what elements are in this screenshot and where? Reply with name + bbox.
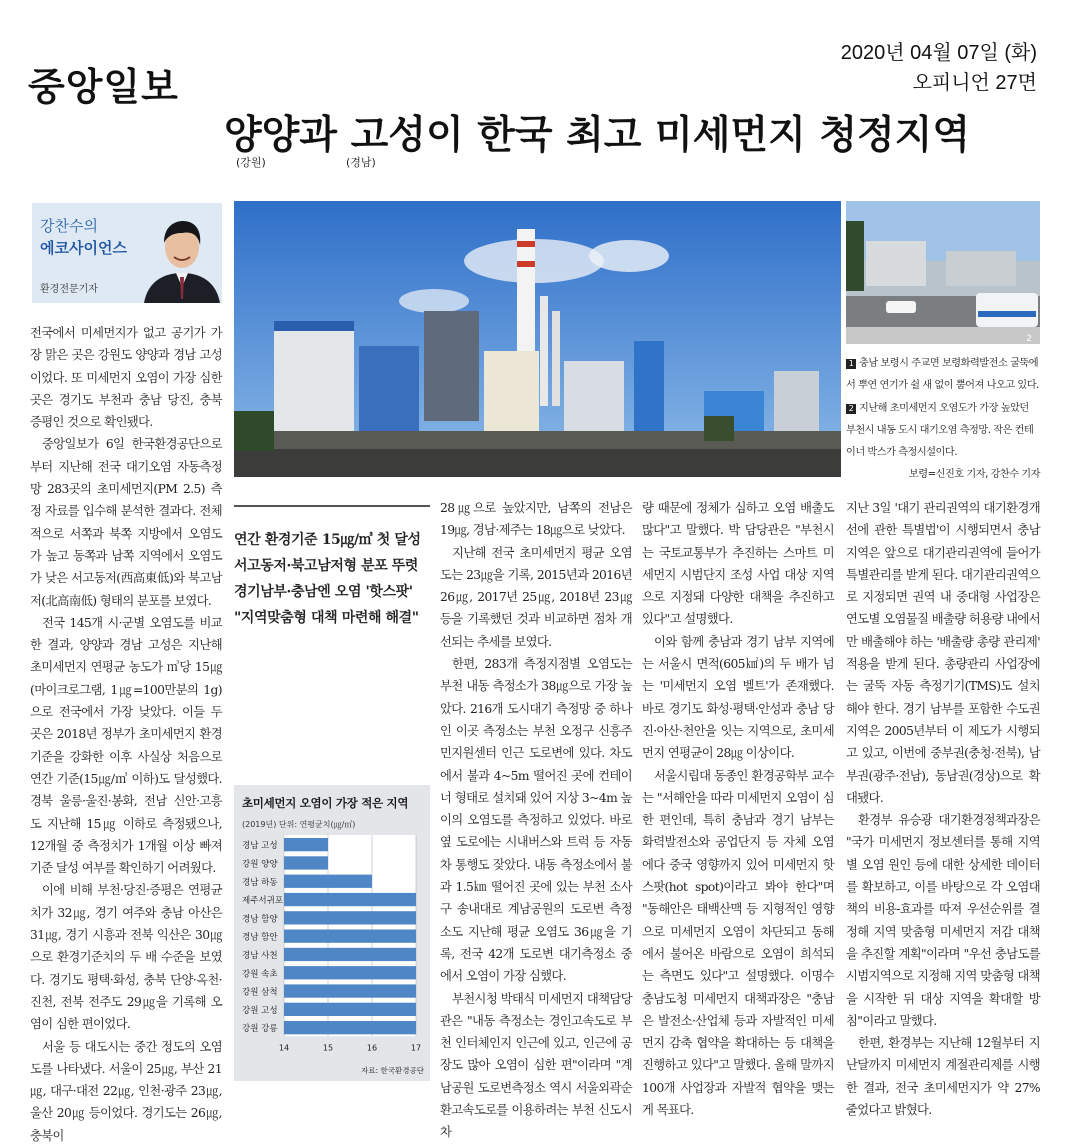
headline-note-2: (경남) <box>346 156 376 169</box>
issue-info <box>841 38 1037 98</box>
caption-line-1: 충남 보령시 주교면 보령화력발전소 굴뚝에서 뿌연 연기가 쉴 새 없이 뿜어져 나오고 있다. <box>846 358 1039 392</box>
chart-bar <box>284 948 416 961</box>
paragraph: 이에 비해 부천·당진·증평은 연평균치가 32㎍, 경기 여주와 충남 아산은 31㎍, 경기 시흥과 전북 익산은 30㎍으로 환경기준치의 두 배 수준을 보였다. 경기도 평택·화성, 충북 단양·옥천·진천, 전북 전주도 29㎍을 기록해 오염이 심한 편이었다. <box>30 883 222 1032</box>
x-tick-label: 14 <box>278 1043 290 1053</box>
paragraph: 이와 함께 충남과 경기 남부 지역에는 서울시 면적(605㎢)의 두 배가 넘는 '미세먼지 오염 벨트'가 존재했다. 바로 경기도 화성·평택·안성과 충남 당진·아산·천안을 잇는 지역으로, 초미세먼지 연평균이 28㎍ 이상이다. <box>642 634 834 761</box>
main-photo-power-plant <box>234 201 841 477</box>
paragraph: 부천시청 박태식 미세먼지 대책담당관은 "내동 측정소는 경인고속도로 부천 인터체인지 인근에 있고, 인근에 공장도 많아 오염이 심한 편"이라며 "계남공원 도로변측정소 역시 서울외곽순환고속도로를 이용하려는 부천 신도시 차 <box>440 991 632 1140</box>
headline: 양양과 고성이 한국 최고 미세먼지 청정지역 <box>224 112 971 158</box>
chart-bar <box>284 838 328 851</box>
caption-number-1: 1 <box>846 359 856 369</box>
paragraph: 중앙일보가 6일 한국환경공단으로부터 지난해 전국 대기오염 자동측정망 283곳의 초미세먼지(PM 2.5) 측정 자료를 입수해 분석한 결과다. 전체적으로 서쪽과 북쪽 지방에서 오염도가 높고 동쪽과 남쪽 지역에서 오염도가 낮은 서고동저(西高東低)와 북고남저(北高南低) 형태의 분포를 보였다. <box>30 437 222 608</box>
category-label: 강원 속초 <box>242 969 278 980</box>
chart-title: 초미세먼지 오염이 가장 적은 지역 <box>242 796 409 810</box>
category-label: 경남 함양 <box>242 914 278 925</box>
subheadline-line: 서고동저·북고남저형 분포 뚜렷 <box>234 558 419 574</box>
category-label: 강원 강릉 <box>242 1024 278 1035</box>
paragraph: 한편, 환경부는 지난해 12월부터 지난달까지 미세먼지 계절관리제를 시행한 결과, 전국 초미세먼지가 약 27% 줄었다고 밝혔다. <box>846 1036 1040 1118</box>
article-column-2 <box>440 497 632 1144</box>
paragraph: 서울시립대 동종인 환경공학부 교수는 "서해안을 따라 미세먼지 오염이 심한 편인데, 특히 충남과 경기 남부는 화력발전소와 공업단지 등 자체 오염에다 중국 영향까지 있어 미세먼지 핫스팟(hot spot)이라고 봐야 한다"며 "동해안은 태백산맥 등 지형적인 영향으로 미세먼지 오염이 차단되고 동해에서 불어온 바람으로 오염이 희석되는 측면도 있다"고 설명했다. 이명수 충남도청 미세먼지 대책과장은 "충남은 발전소·산업체 등과 자발적인 미세먼지 감축 협약을 확대하는 등 대책을 진행하고 있다"고 말했다. 올해 말까지 100개 사업장과 자발적 협약을 맺는 게 목표다. <box>642 768 834 1118</box>
column-name: 에코사이언스 <box>40 239 127 257</box>
subheadline-line: 경기남부·충남엔 오염 '핫스팟' <box>234 584 413 600</box>
paragraph: 지난해 전국 초미세먼지 평균 오염도는 23㎍을 기록, 2015년과 2016년 26㎍, 2017년 25㎍, 2018년 23㎍ 등을 기록했던 것과 비교하면 점차 개선되는 추세를 보였다. <box>440 545 632 649</box>
chart-bar <box>284 875 372 888</box>
chart-bar <box>284 856 328 869</box>
issue-date: 2020년 04월 07일 (화) <box>840 42 1037 64</box>
chart-bar <box>284 1021 416 1034</box>
paragraph: 환경부 유승광 대기환경정책과장은 "국가 미세먼지 정보센터를 통해 지역별 오염 원인 등에 대한 상세한 데이터를 확보하고, 이를 바탕으로 각 오염대책의 비용-효과를 따져 우선순위를 결정해 지역 맞춤형 미세먼지 저감 대책을 추진할 계획"이라며 "우선 충남도를 시범지역으로 지정해 지역 맞춤형 대책을 시작한 뒤 대상 지역을 확대할 방침"이라고 말했다. <box>846 813 1040 1028</box>
paragraph: 한편, 283개 측정지점별 오염도는 부천 내동 측정소가 38㎍으로 가장 높았다. 216개 도시대기 측정망 중 하나인 이곳 측정소는 부천 오정구 신흥주민지원센터 인근 도로변에 있다. 차도에서 불과 4~5m 떨어진 곳에 컨테이너 형태로 설치돼 있어 지상 3~4m 높이의 오염도를 측정하고 있었다. 바로 옆 도로에는 시내버스와 트럭 등 자동차 통행도 잦았다. 내동 측정소에서 불과 1.5㎞ 떨어진 곳에 있는 부천 소사구 송내대로 계남공원의 도로변 측정소도 지난해 평균 오염도 36㎍을 기록, 전국 42개 도로변 대기측정소 중에서 오염이 가장 심했다. <box>440 657 632 984</box>
article-column-4 <box>846 497 1040 1121</box>
paragraph: 전국에서 미세먼지가 없고 공기가 가장 맑은 곳은 강원도 양양과 경남 고성이었다. 또 미세먼지 오염이 가장 심한 곳은 경기도 부천과 충남 당진, 충북 증평인 것으로 확인됐다. <box>30 326 222 430</box>
x-tick-label: 15 <box>322 1043 334 1053</box>
category-label: 경남 사천 <box>242 950 278 961</box>
paragraph: 28㎍으로 높았지만, 남쪽의 전남은 19㎍, 경남·제주는 18㎍으로 낮았다. <box>440 501 632 538</box>
photo-credit: 보령=신진호 기자, 강찬수 기자 <box>908 469 1040 481</box>
chart-bar <box>284 966 416 979</box>
subheadline-box <box>234 505 430 631</box>
category-label: 강원 삼척 <box>242 987 278 998</box>
side-photo-monitoring-station <box>846 201 1040 344</box>
paragraph: 지난 3일 '대기 관리권역의 대기환경개선에 관한 특별법'이 시행되면서 충남지역은 앞으로 대기관리권역에 들어가 특별관리를 받게 된다. 대기관리권역으로 지정되면 권역 내 중대형 사업장은 연도별 오염물질 배출량 허용량 내에서만 배출해야 하는 '배출량 총량 관리제' 적용을 받게 된다. 총량관리 사업장에는 굴뚝 자동 측정기기(TMS)도 설치해야 한다. 경기 남부를 포함한 수도권 지역은 2005년부터 이 제도가 시행되고 있고, 이번에 중부권(충청·전북), 남부권(광주·전남), 동남권(경상)으로 확대됐다. <box>846 501 1040 805</box>
category-label: 강원 양양 <box>242 859 278 870</box>
chart-unit: (2019년) 단위: 연평균치(㎍/㎥) <box>242 820 356 829</box>
photo-caption <box>846 353 1040 487</box>
category-label: 제주서귀포 <box>242 896 284 907</box>
chart-bar <box>284 911 416 924</box>
paragraph: 량 때문에 정체가 심하고 오염 배출도 많다"고 말했다. 박 담당관은 "부천시는 국토교통부가 추진하는 스마트 미세먼지 시범단지 조성 사업 대상 지역으로 지정돼 다양한 대책을 추진하고 있다"고 설명했다. <box>642 501 834 627</box>
chart-source: 자료: 한국환경공단 <box>361 1066 424 1075</box>
author-portrait <box>142 207 222 303</box>
paragraph: 전국 145개 시·군별 오염도를 비교한 결과, 양양과 경남 고성은 지난해 초미세먼지 연평균 농도가 ㎥당 15㎍(마이크로그램, 1㎍=100만분의 1g)으로 전국에서 가장 낮았다. 이들 두 곳은 2018년 정부가 초미세먼지 환경기준을 강화한 이후 사실상 처음으로 연간 기준(15㎍/㎥ 이하)도 달성했다. 경북 울릉·울진·봉화, 전남 신안·고흥도 지난해 15㎍ 이하로 측정됐으나, 12개월 중 측정치가 1개월 이상 빠져 기준 달성 여부를 확인하기 어려웠다. <box>30 615 222 876</box>
category-label: 강원 고성 <box>242 1005 278 1016</box>
column-role: 환경전문기자 <box>40 284 98 295</box>
chart-bar <box>284 984 416 997</box>
chart-bar <box>284 893 416 906</box>
chart-bar <box>284 1003 416 1016</box>
x-tick-label: 17 <box>410 1043 422 1053</box>
category-label: 경남 함안 <box>242 932 278 943</box>
article-column-1 <box>30 322 222 1147</box>
subheadline-line: 연간 환경기준 15㎍/㎥ 첫 달성 <box>234 532 421 548</box>
caption-line-2: 지난해 초미세먼지 오염도가 가장 높았던 부천시 내동 도시 대기오염 측정망. 작은 컨테이너 박스가 측정시설이다. <box>846 402 1034 459</box>
category-label: 경남 하동 <box>242 877 278 888</box>
x-tick-label: 16 <box>366 1043 378 1053</box>
paragraph: 서울 등 대도시는 중간 정도의 오염도를 나타냈다. 서울이 25㎍, 부산 21㎍, 대구·대전 22㎍, 인천·광주 23㎍, 울산 20㎍ 등이었다. 경기도는 26㎍, 충북이 <box>30 1039 222 1143</box>
column-series: 강찬수의 <box>40 217 98 235</box>
column-box <box>32 203 222 303</box>
chart-plot <box>234 785 430 1081</box>
category-label: 경남 고성 <box>242 841 278 852</box>
subheadline-line: "지역맞춤형 대책 마련해 해결" <box>234 610 419 626</box>
headline-note-1: (강원) <box>236 156 266 169</box>
newspaper-logo: 중앙일보 <box>28 65 179 109</box>
pm25-chart <box>234 785 430 1081</box>
chart-bar <box>284 930 416 943</box>
issue-section: 오피니언 27면 <box>912 72 1037 94</box>
caption-number-2: 2 <box>846 404 856 414</box>
photo-number-2: 2 <box>1026 334 1032 344</box>
article-column-3 <box>642 497 834 1121</box>
